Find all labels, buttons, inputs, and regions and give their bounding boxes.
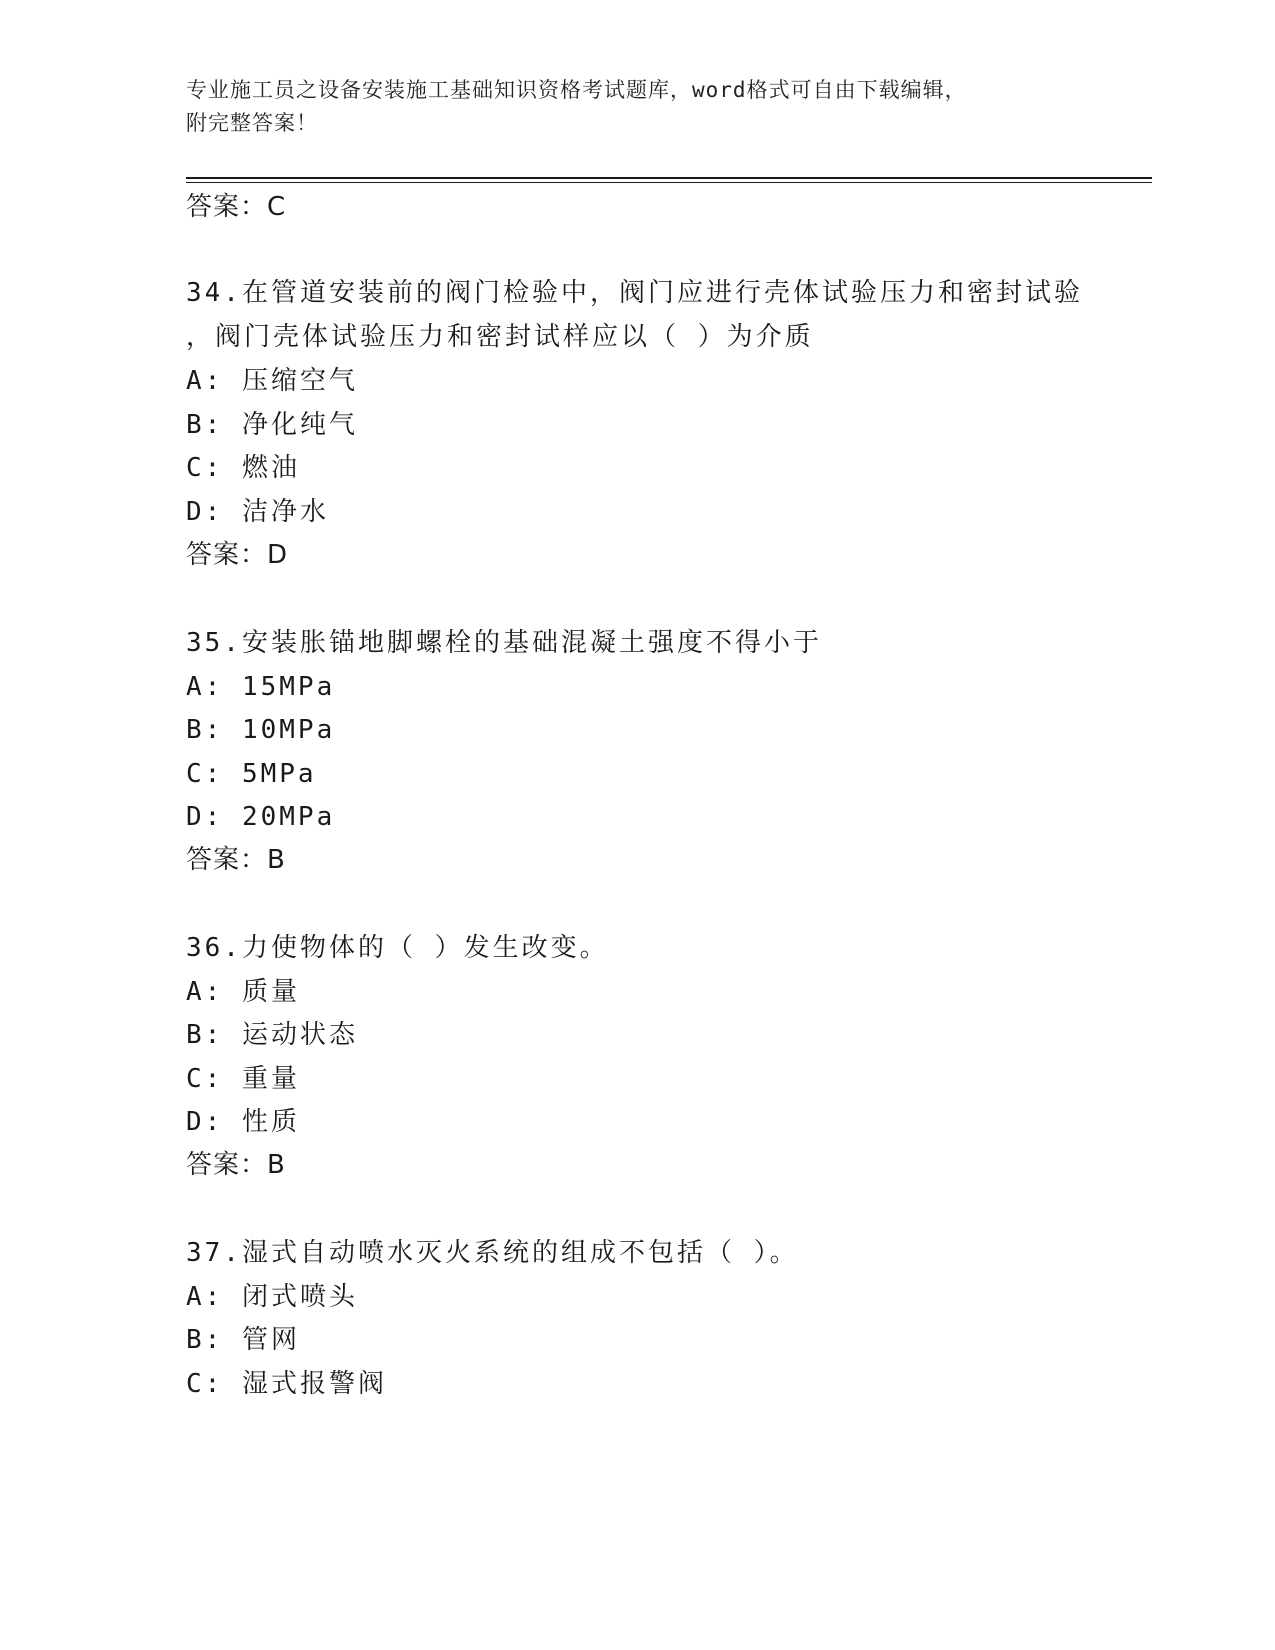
question-stem: 37.湿式自动喷水灭火系统的组成不包括（ ）。 — [186, 1238, 799, 1268]
header-divider-thick — [186, 177, 1152, 179]
answer-line: 答案：D — [186, 540, 289, 570]
header-line-1: 专业施工员之设备安装施工基础知识资格考试题库，word格式可自由下载编辑， — [186, 78, 967, 102]
answer-line: 答案：C — [186, 192, 287, 222]
option-c: C: 湿式报警阀 — [186, 1369, 387, 1399]
option-b: B: 净化纯气 — [186, 410, 358, 440]
option-c: C: 燃油 — [186, 453, 300, 483]
question-stem: 35.安装胀锚地脚螺栓的基础混凝土强度不得小于 — [186, 628, 822, 658]
question-stem: 36.力使物体的（ ）发生改变。 — [186, 933, 609, 963]
document-header — [186, 74, 1086, 140]
answer-line: 答案：B — [186, 1150, 286, 1180]
option-c: C: 重量 — [186, 1064, 300, 1094]
option-d: D: 20MPa — [186, 802, 336, 832]
option-a: A: 15MPa — [186, 672, 336, 702]
option-a: A: 闭式喷头 — [186, 1282, 358, 1312]
option-a: A: 压缩空气 — [186, 366, 358, 396]
option-b: B: 运动状态 — [186, 1020, 358, 1050]
option-b: B: 管网 — [186, 1325, 300, 1355]
option-b: B: 10MPa — [186, 715, 336, 745]
question-stem: 34.在管道安装前的阀门检验中，阀门应进行壳体试验压力和密封试验 — [186, 278, 1083, 308]
option-d: D: 性质 — [186, 1107, 300, 1137]
answer-line: 答案：B — [186, 845, 286, 875]
option-a: A: 质量 — [186, 977, 300, 1007]
header-divider-thin — [186, 182, 1152, 183]
question-stem-continued: ，阀门壳体试验压力和密封试样应以（ ）为介质 — [186, 322, 814, 352]
option-c: C: 5MPa — [186, 759, 317, 789]
header-line-2: 附完整答案！ — [186, 111, 318, 135]
option-d: D: 洁净水 — [186, 497, 329, 527]
